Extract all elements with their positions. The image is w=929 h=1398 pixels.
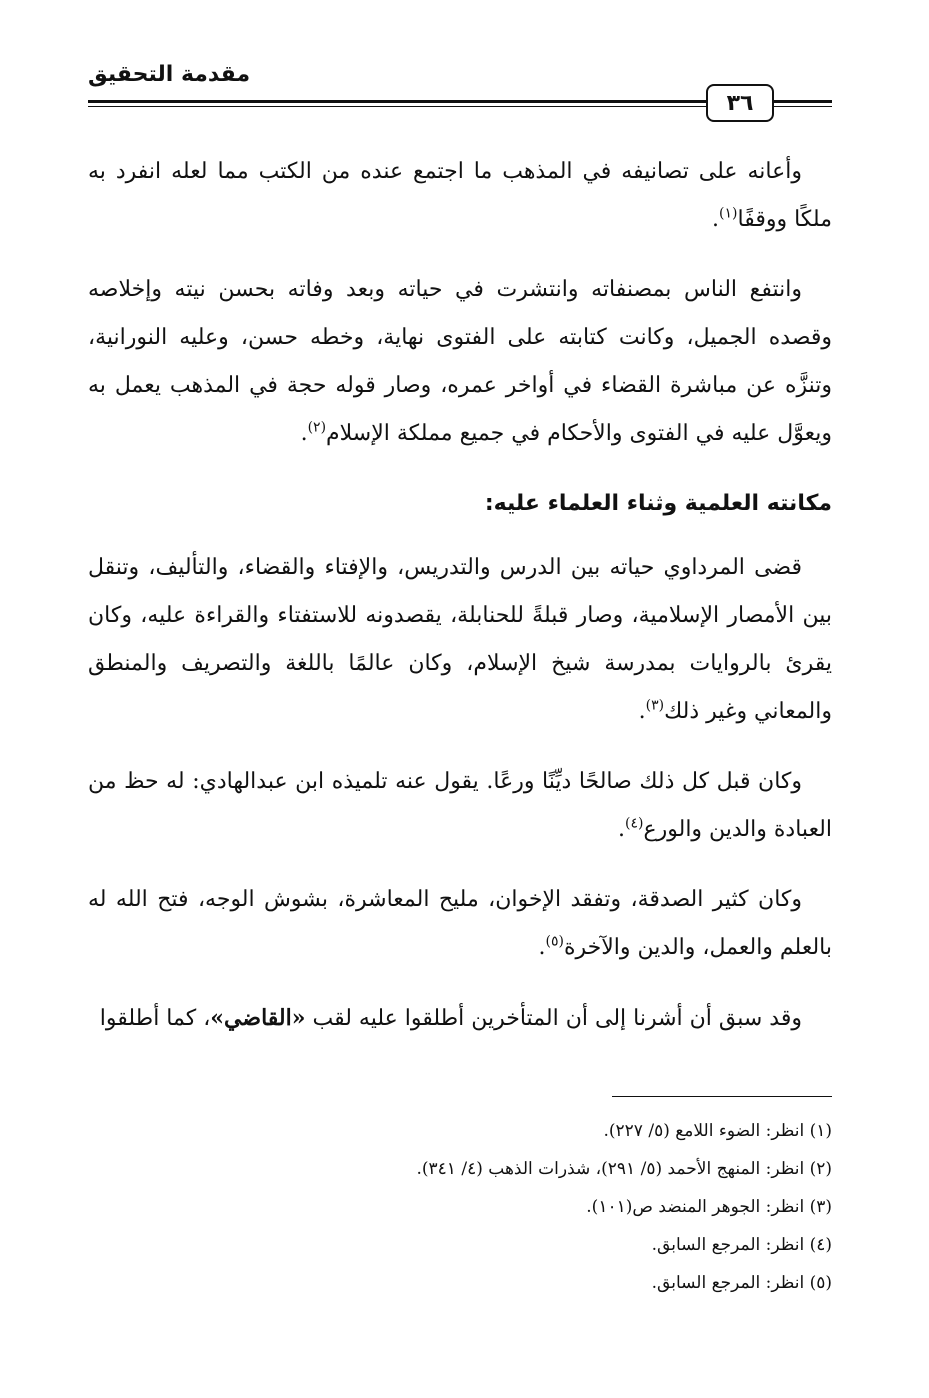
footnote: (٤) انظر: المرجع السابق. xyxy=(651,1235,832,1255)
paragraph: وانتفع الناس بمصنفاته وانتشرت في حياته وبعد وفاته بحسن نيته وإخلاصه وقصده الجميل، وكانت كتابته على الفتوى نهاية، وخطه حسن، وعليه النورانية، وتنزَّه عن مباشرة القضاء في أواخر عمره، وصار قوله حجة في المذهب يعمل به ويعوَّل عليه في الفتوى والأحكام في جميع مملكة الإسلام$^{(٢)}$. xyxy=(88,277,832,446)
paragraph: قضى المرداوي حياته بين الدرس والتدريس، والإفتاء والقضاء، والتأليف، وتنقل بين الأمصار الإسلامية، وصار قبلةً للحنابلة، يقصدونه للاستفتاء والقراءة عليه، وكان يقرئ بالروايات بمدرسة شيخ الإسلام، وكان عالمًا باللغة والتصريف والمنطق والمعاني وغير ذلك$^{(٣)}$. xyxy=(88,555,832,724)
page-number: ٣٦ xyxy=(706,84,774,122)
footnote-ref: (٤) xyxy=(625,815,644,832)
paragraph: وكان كثير الصدقة، وتفقد الإخوان، مليح المعاشرة، بشوش الوجه، فتح الله له بالعلم والعمل، والدين والآخرة$^{(٥)}$. xyxy=(88,887,832,960)
paragraph: وكان قبل كل ذلك صالحًا ديِّنًا ورعًا. يقول عنه تلميذه ابن عبدالهادي: له حظ من العبادة والدين والورع$^{(٤)}$. xyxy=(88,769,832,842)
footnote-ref: (٢) xyxy=(307,419,327,436)
footnotes xyxy=(88,1112,832,1302)
running-title: مقدمة التحقيق xyxy=(88,62,251,87)
footnote-separator xyxy=(612,1096,832,1097)
paragraph-text: وكان كثير الصدقة، وتفقد الإخوان، مليح المعاشرة، بشوش الوجه، فتح الله له بالعلم والعمل، والدين والآخرة xyxy=(88,887,832,960)
page-content xyxy=(88,148,832,1065)
footnote-ref: (١) xyxy=(719,205,738,222)
paragraph: وأعانه على تصانيفه في المذهب ما اجتمع عنده من الكتب مما لعله انفرد به ملكًا ووقفًا$^{(١)}$. xyxy=(88,159,832,232)
paragraph-text: قضى المرداوي حياته بين الدرس والتدريس، والإفتاء والقضاء، والتأليف، وتنقل بين الأمصار الإسلامية، وصار قبلةً للحنابلة، يقصدونه للاستفتاء والقراءة عليه، وكان يقرئ بالروايات بمدرسة شيخ الإسلام، وكان عالمًا باللغة والتصريف والمنطق والمعاني وغير ذلك xyxy=(88,555,832,724)
paragraph xyxy=(88,994,832,1043)
footnote-ref: (٥) xyxy=(545,933,564,950)
footnote-ref: (٣) xyxy=(645,697,665,714)
footnote: (٢) انظر: المنهج الأحمد (٥/ ٢٩١)، شذرات الذهب (٤/ ٣٤١). xyxy=(416,1159,832,1179)
header-rule-thin xyxy=(88,106,708,107)
page-header xyxy=(88,62,832,122)
section-heading: مكانته العلمية وثناء العلماء عليه: xyxy=(484,491,832,516)
paragraph-text: وقد سبق أن أشرنا إلى أن المتأخرين أطلقوا عليه لقب xyxy=(312,1006,802,1031)
footnote: (٣) انظر: الجوهر المنضد ص(١٠١). xyxy=(586,1197,832,1217)
footnote: (٥) انظر: المرجع السابق. xyxy=(651,1273,832,1293)
footnote: (١) انظر: الضوء اللامع (٥/ ٢٢٧). xyxy=(603,1121,832,1141)
bold-term: «القاضي» xyxy=(210,1005,306,1031)
paragraph-text: وانتفع الناس بمصنفاته وانتشرت في حياته وبعد وفاته بحسن نيته وإخلاصه وقصده الجميل، وكانت كتابته على الفتوى نهاية، وخطه حسن، وعليه النورانية، وتنزَّه عن مباشرة القضاء في أواخر عمره، وصار قوله حجة في المذهب يعمل به ويعوَّل عليه في الفتوى والأحكام في جميع مملكة الإسلام xyxy=(88,277,832,446)
header-rule-right-thin xyxy=(768,106,832,107)
header-rule-right xyxy=(768,100,832,103)
paragraph-text: وكان قبل كل ذلك صالحًا ديِّنًا ورعًا. يقول عنه تلميذه ابن عبدالهادي: له حظ من العبادة والدين والورع xyxy=(88,769,832,842)
paragraph-text: وأعانه على تصانيفه في المذهب ما اجتمع عنده من الكتب مما لعله انفرد به ملكًا ووقفًا xyxy=(88,159,832,232)
paragraph-text: ، كما أطلقوا xyxy=(99,1006,211,1031)
header-rule xyxy=(88,100,708,103)
